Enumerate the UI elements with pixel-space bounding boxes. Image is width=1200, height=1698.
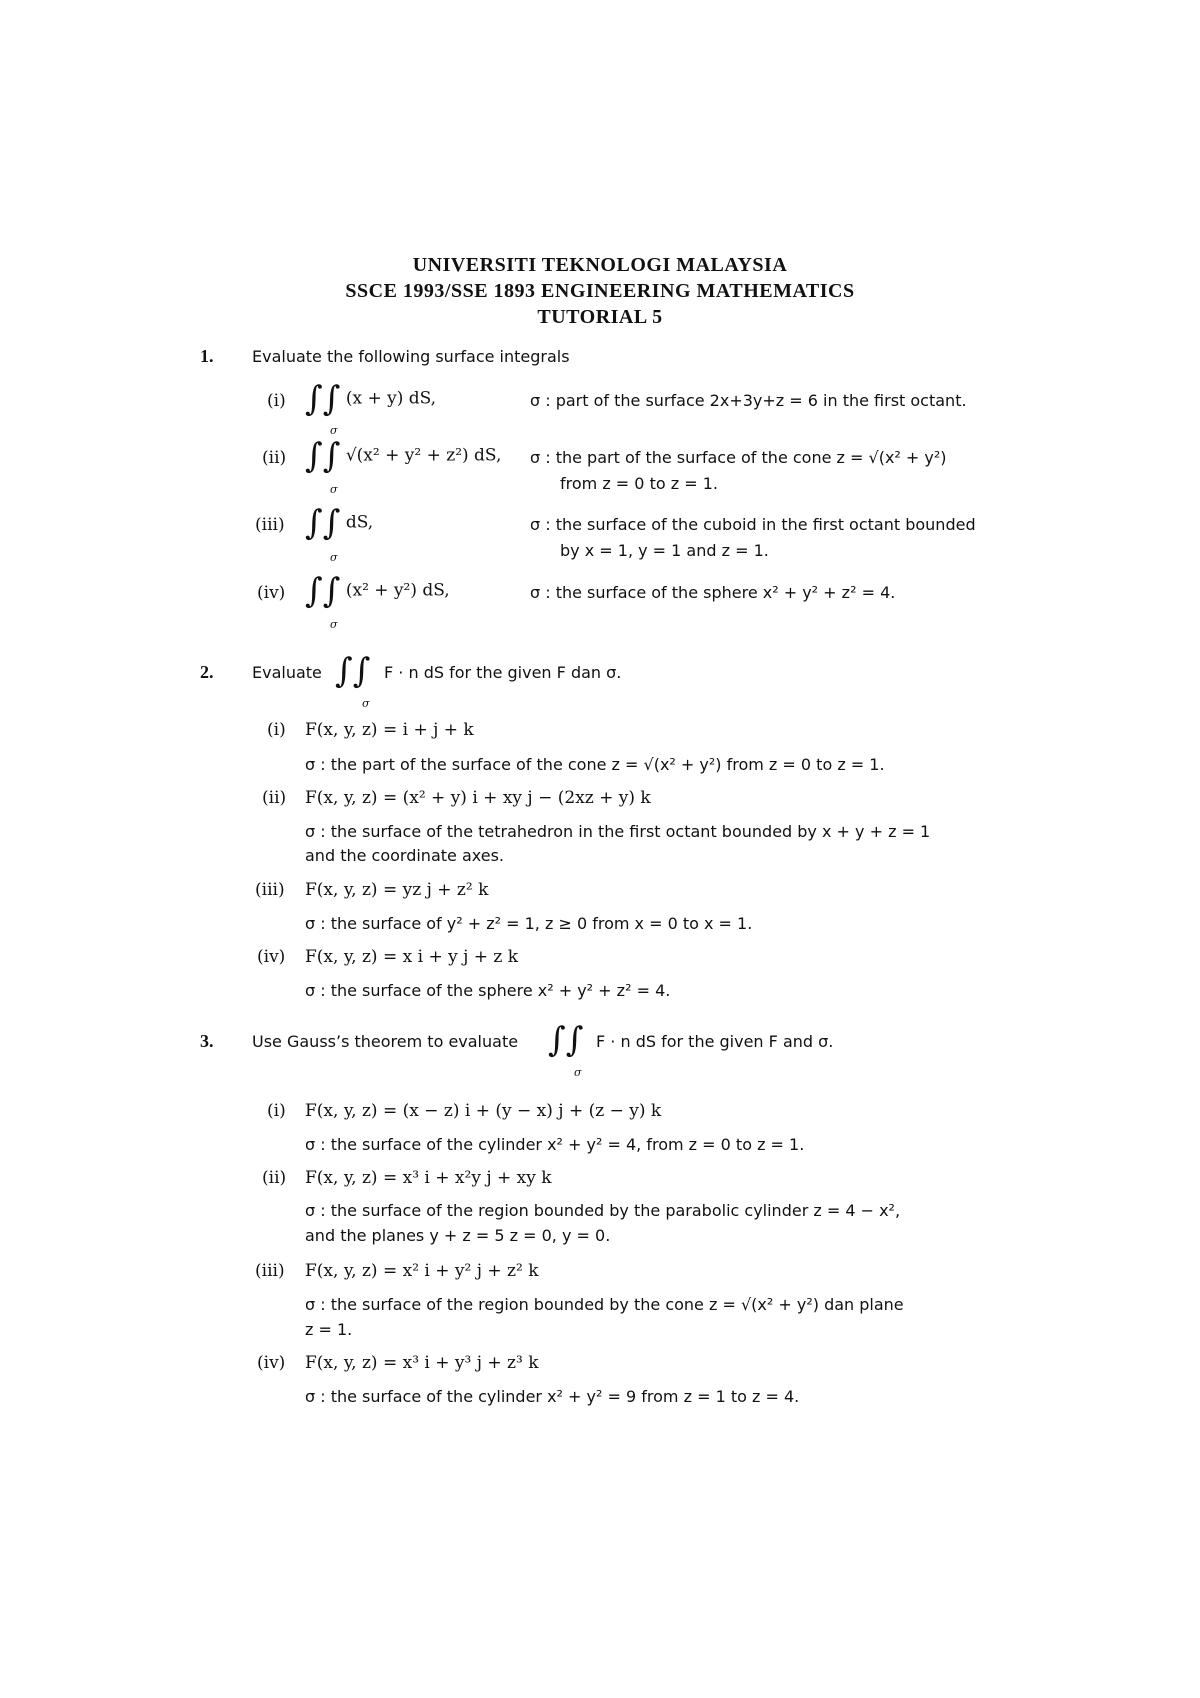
q2-intro-before: Evaluate <box>252 663 322 682</box>
q3-desc-iii-cont: z = 1. <box>305 1320 353 1339</box>
q1-integral-i <box>305 379 437 419</box>
q1-desc-iii-cont: by x = 1, y = 1 and z = 1. <box>560 541 769 560</box>
q2-desc-iii: σ : the surface of y² + z² = 1, z ≥ 0 from x = 0 to x = 1. <box>305 914 753 933</box>
q1-label-ii: (ii) <box>262 448 287 468</box>
university-name: UNIVERSITI TEKNOLOGI MALAYSIA <box>412 254 788 276</box>
q3-label-i: (i) <box>267 1101 286 1121</box>
double-integral-icon: ∫∫ <box>305 436 341 476</box>
q1-integral-ii <box>305 436 502 476</box>
q3-desc-iv: σ : the surface of the cylinder x² + y² = 9 from z = 1 to z = 4. <box>305 1387 800 1406</box>
sigma-subscript: σ <box>362 697 370 710</box>
q1-desc-ii: σ : the part of the surface of the cone z = √(x² + y²) <box>530 448 947 467</box>
q1-intro: Evaluate the following surface integrals <box>252 347 570 366</box>
q3-field-i: F(x, y, z) = (x − z) i + (y − x) j + (z − y) k <box>305 1101 662 1121</box>
double-integral-icon: ∫∫ <box>305 571 341 611</box>
document-header <box>0 252 1200 330</box>
q1-integrand-iii: dS, <box>345 512 374 533</box>
q1-number: 1. <box>200 346 214 366</box>
q3-label-iv: (iv) <box>257 1353 286 1373</box>
sigma-subscript: σ <box>330 424 338 437</box>
q3-number: 3. <box>200 1031 214 1051</box>
q2-field-i: F(x, y, z) = i + j + k <box>305 720 474 740</box>
q2-desc-i: σ : the part of the surface of the cone z = √(x² + y²) from z = 0 to z = 1. <box>305 755 885 774</box>
q3-field-iii: F(x, y, z) = x² i + y² j + z² k <box>305 1261 539 1281</box>
q1-desc-ii-cont: from z = 0 to z = 1. <box>560 474 718 493</box>
double-integral-icon: ∫∫ <box>305 503 341 543</box>
q3-desc-ii: σ : the surface of the region bounded by the parabolic cylinder z = 4 − x², <box>305 1201 901 1220</box>
double-integral-icon: ∫∫ <box>548 1020 584 1060</box>
q2-desc-ii: σ : the surface of the tetrahedron in the first octant bounded by x + y + z = 1 <box>305 822 931 841</box>
q3-intro-before: Use Gauss’s theorem to evaluate <box>252 1032 519 1051</box>
q1-label-iii: (iii) <box>255 515 285 535</box>
q2-label-iv: (iv) <box>257 947 286 967</box>
q2-intro-after: F · n dS for the given F dan σ. <box>384 663 622 682</box>
q3-field-iv: F(x, y, z) = x³ i + y³ j + z³ k <box>305 1353 539 1373</box>
q1-integral-iv <box>305 571 450 611</box>
sigma-subscript: σ <box>330 483 338 496</box>
q1-desc-iii: σ : the surface of the cuboid in the first octant bounded <box>530 515 976 534</box>
q1-desc-i: σ : part of the surface 2x+3y+z = 6 in the first octant. <box>530 391 967 410</box>
q2-desc-iv: σ : the surface of the sphere x² + y² + z² = 4. <box>305 981 671 1000</box>
q3-field-ii: F(x, y, z) = x³ i + x²y j + xy k <box>305 1168 552 1188</box>
tutorial-title: TUTORIAL 5 <box>537 306 663 328</box>
q1-integral-iii <box>305 503 374 543</box>
double-integral-icon: ∫∫ <box>335 651 371 691</box>
sigma-subscript: σ <box>330 551 338 564</box>
double-integral-icon: ∫∫ <box>305 379 341 419</box>
q1-integrand-iv: (x² + y²) dS, <box>345 580 450 601</box>
q1-desc-iv: σ : the surface of the sphere x² + y² + z² = 4. <box>530 583 896 602</box>
q1-integrand-i: (x + y) dS, <box>345 388 437 409</box>
q2-field-iv: F(x, y, z) = x i + y j + z k <box>305 947 519 967</box>
q3-desc-iii: σ : the surface of the region bounded by the cone z = √(x² + y²) dan plane <box>305 1295 904 1314</box>
course-title: SSCE 1993/SSE 1893 ENGINEERING MATHEMATICS <box>345 280 855 302</box>
sigma-subscript: σ <box>574 1066 582 1079</box>
q1-integrand-ii: √(x² + y² + z²) dS, <box>345 445 502 466</box>
q3-integral <box>548 1020 584 1060</box>
q2-label-iii: (iii) <box>255 880 285 900</box>
q1-label-i: (i) <box>267 391 286 411</box>
q3-desc-i: σ : the surface of the cylinder x² + y² = 4, from z = 0 to z = 1. <box>305 1135 805 1154</box>
q2-integral <box>335 651 371 691</box>
q1-label-iv: (iv) <box>257 583 286 603</box>
q2-label-ii: (ii) <box>262 788 287 808</box>
q3-label-ii: (ii) <box>262 1168 287 1188</box>
sigma-subscript: σ <box>330 618 338 631</box>
q3-label-iii: (iii) <box>255 1261 285 1281</box>
q2-field-iii: F(x, y, z) = yz j + z² k <box>305 880 489 900</box>
q2-label-i: (i) <box>267 720 286 740</box>
q2-number: 2. <box>200 662 214 682</box>
q3-desc-ii-cont: and the planes y + z = 5 z = 0, y = 0. <box>305 1226 611 1245</box>
q2-desc-ii-cont: and the coordinate axes. <box>305 846 504 865</box>
q2-field-ii: F(x, y, z) = (x² + y) i + xy j − (2xz + y) k <box>305 788 651 808</box>
q3-intro-after: F · n dS for the given F and σ. <box>596 1032 834 1051</box>
